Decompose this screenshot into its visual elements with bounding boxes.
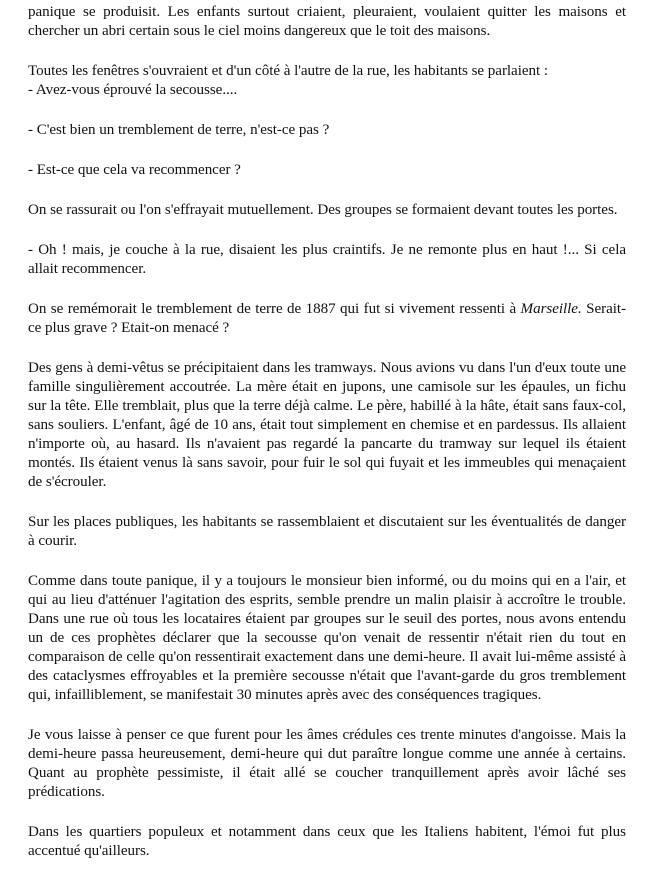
paragraph-windows <box>28 62 626 100</box>
paragraph-windows-text: Toutes les fenêtres s'ouvraient et d'un côté à l'autre de la rue, les habitants se parlaient : <box>28 63 549 79</box>
paragraph-panic: panique se produisit. Les enfants surtout criaient, pleuraient, voulaient quitter les maisons et chercher un abri certain sous le ciel moins dangereux que le toit des maisons. <box>28 4 626 39</box>
paragraph-tramways: Des gens à demi-vêtus se précipitaient dans les tramways. Nous avions vu dans l'un d'eux toute une famille singulièrement accoutrée. La mère était en jupons, une camisole sur les épaules, un fichu sur la tête. Elle tremblait, plus que la terre déjà calme. Le père, habillé à la hâte, était sans faux-col, sans souliers. L'enfant, âgé de 10 ans, était tout simplement en chemise et en pardessus. Ils allaient n'importe où, au hasard. Ils n'avaient pas regardé la pancarte du tramway sur lequel ils étaient montés. Ils étaient venus là sans savoir, pour fuir le sol qui fuyait et les immeubles qui menaçaient de s'écrouler. <box>28 360 626 490</box>
paragraph-1887 <box>28 300 626 338</box>
paragraph-1887-text: On se remémorait le tremblement de terre de 1887 qui fut si vivement ressenti à <box>28 301 521 317</box>
city-name-marseille: Marseille. <box>520 301 582 317</box>
paragraph-rassurait: On se rassurait ou l'on s'effrayait mutuellement. Des groupes se formaient devant toutes les portes. <box>28 202 618 218</box>
dialogue-line-secousse: - Avez-vous éprouvé la secousse.... <box>28 82 238 98</box>
paragraph-1887-question: Serait-ce plus grave ? Etait-on menacé ? <box>28 301 627 336</box>
paragraph-prophete: Comme dans toute panique, il y a toujours le monsieur bien informé, ou du moins qui en a l'air, et qui au lieu d'atténuer l'agitation des esprits, semble prendre un malin plaisir à accroître le trouble. Dans une rue où tous les locataires étaient par groupes sur le seuil des portes, nous avons entendu un de ces prophètes déclarer que la secousse qu'on venait de ressentir n'était rien du tout en comparaison de celle qu'on ressentirait exactement dans une demi-heure. Il avait lui-même assisté à des cataclysmes effroyables et la première secousse n'était que l'avant-garde du gros tremblement qui, infailliblement, se manifestait 30 minutes après avec des conséquences tragiques. <box>28 573 626 703</box>
dialogue-line-tremblement: - C'est bien un tremblement de terre, n'est-ce pas ? <box>28 122 330 138</box>
paragraph-quartiers: Dans les quartiers populeux et notamment dans ceux que les Italiens habitent, l'émoi fut plus accentué qu'ailleurs. <box>28 824 626 859</box>
paragraph-places-publiques: Sur les places publiques, les habitants se rassemblaient et discutaient sur les éventualités de danger à courir. <box>28 514 626 549</box>
dialogue-line-recommencer: - Est-ce que cela va recommencer ? <box>28 162 241 178</box>
document-page <box>28 0 626 882</box>
paragraph-craintifs: - Oh ! mais, je couche à la rue, disaient les plus craintifs. Je ne remonte plus en haut !... Si cela allait recommencer. <box>28 242 626 277</box>
paragraph-angoisse: Je vous laisse à penser ce que furent pour les âmes crédules ces trente minutes d'angoisse. Mais la demi-heure passa heureusement, demi-heure qui dut paraître longue comme une année à certains. Quant au prophète pessimiste, il était allé se coucher tranquillement après avoir lâché ses prédications. <box>28 727 626 800</box>
